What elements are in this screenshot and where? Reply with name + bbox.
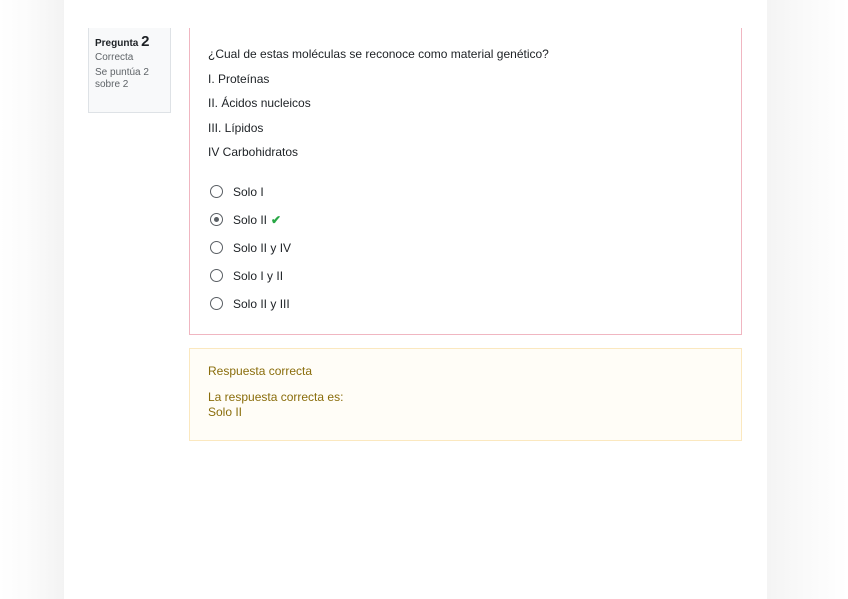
question-line: IV Carbohidratos — [208, 145, 299, 159]
question-number — [95, 34, 164, 52]
feedback-title: Respuesta correcta — [208, 364, 313, 378]
question-state: Correcta — [95, 52, 134, 63]
question-prompt: ¿Cual de estas moléculas se reconoce como material genético? — [208, 47, 549, 61]
answer-option[interactable] — [208, 290, 723, 318]
question-line: III. Lípidos — [208, 120, 264, 135]
answer-option-label: Solo II y III — [233, 296, 290, 311]
feedback-box — [189, 348, 742, 441]
radio-button-icon[interactable] — [210, 241, 223, 254]
question-grade: Se puntúa 2 sobre 2 — [95, 67, 149, 90]
quiz-review-page — [64, 28, 767, 572]
answer-option-selected[interactable] — [208, 206, 723, 234]
answer-option[interactable] — [208, 262, 723, 290]
question-line: II. Ácidos nucleicos — [208, 96, 311, 110]
radio-button-icon[interactable] — [210, 185, 223, 198]
question-label: Pregunta — [95, 38, 139, 49]
answer-option[interactable] — [208, 234, 723, 262]
right-answer-intro: La respuesta correcta es: — [208, 390, 344, 404]
answer-option[interactable] — [208, 178, 723, 206]
answer-options — [208, 178, 723, 318]
question-line: I. Proteínas — [208, 71, 270, 86]
radio-button-icon[interactable] — [210, 297, 223, 310]
answer-option-label: Solo I — [233, 184, 264, 199]
answer-option-label: Solo II — [233, 212, 268, 227]
question-content — [189, 28, 742, 335]
answer-option-label: Solo II y IV — [233, 240, 292, 255]
radio-button-checked-icon[interactable] — [210, 213, 223, 226]
right-answer-value: Solo II — [208, 405, 243, 419]
question-number-value: 2 — [141, 33, 150, 50]
radio-button-icon[interactable] — [210, 269, 223, 282]
page-shadow-right — [767, 0, 848, 599]
answer-option-label: Solo I y II — [233, 268, 284, 283]
question-info-box — [88, 28, 171, 113]
check-icon: ✔ — [271, 212, 282, 227]
page-shadow-left — [0, 0, 64, 599]
